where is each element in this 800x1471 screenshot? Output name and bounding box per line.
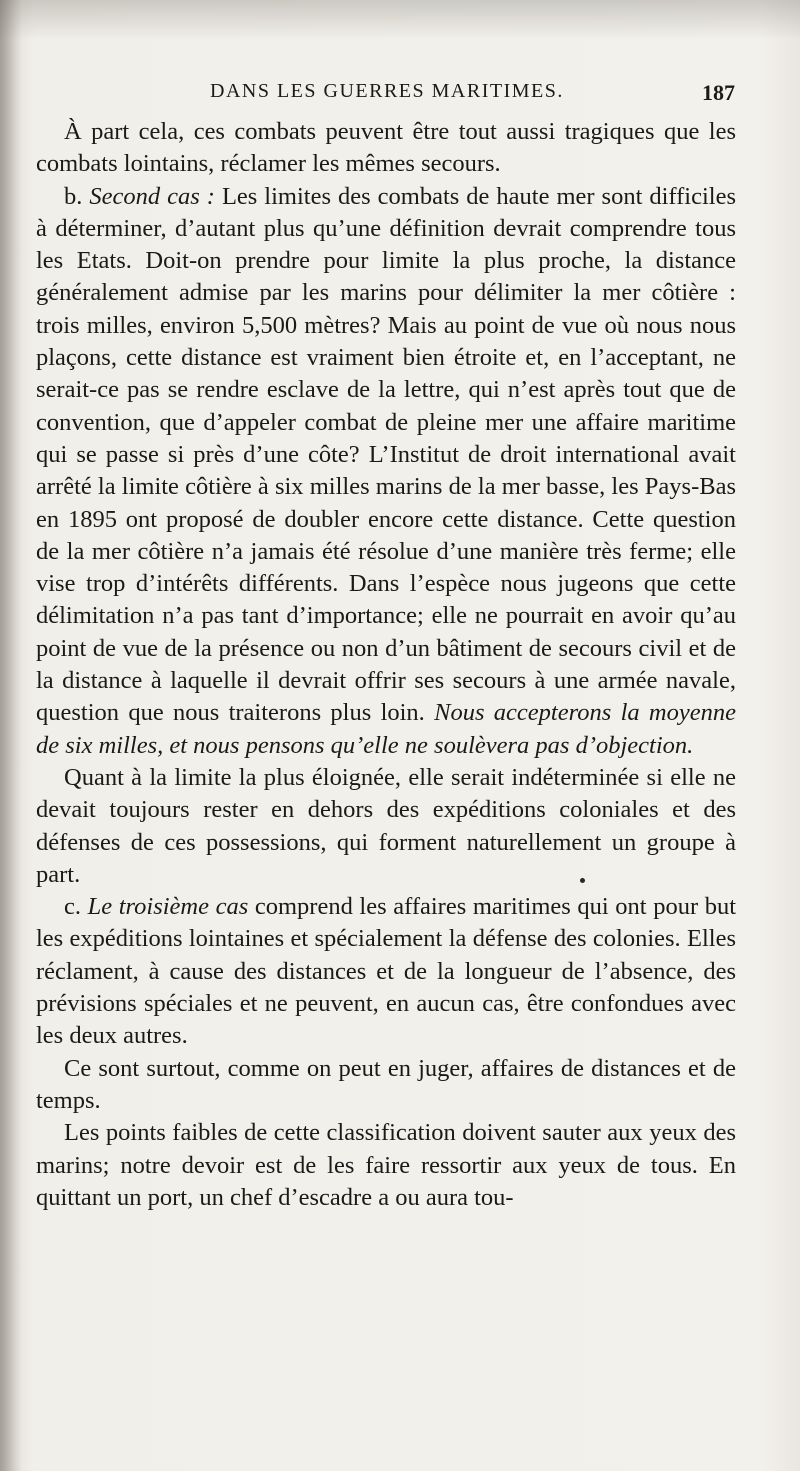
top-edge-shadow xyxy=(0,0,800,40)
list-marker: c. xyxy=(64,893,81,921)
gutter-shadow xyxy=(0,0,22,1471)
italic-lead: Second cas : xyxy=(89,182,215,210)
paragraph-text: Ce sont surtout, comme on peut en juger, affaires de distances et de temps. xyxy=(36,1054,736,1114)
running-title: DANS LES GUERRES MARITIMES. xyxy=(210,80,564,102)
body-text xyxy=(36,116,736,1214)
paragraph-1 xyxy=(36,116,736,181)
list-marker: b. xyxy=(64,182,83,210)
italic-lead: Le troisième cas xyxy=(87,893,249,921)
paragraph-4 xyxy=(36,891,736,1052)
paragraph-5 xyxy=(36,1053,736,1118)
paragraph-text: comprend les affaires maritimes qui ont pour but les expéditions lointaines et spécialement la défense des colonies. Elles réclament, à cause des distances et de la longueur de l’absence, des prévisions spéciales et ne peuvent, en aucun cas, être confondues avec les deux autres. xyxy=(36,893,737,1050)
paragraph-text: Les limites des combats de haute mer sont difficiles à déterminer, d’autant plus qu’une définition devrait comprendre tous les Etats. Doit-on prendre pour limite la plus proche, la distance généralement admise par les marins pour délimiter la mer côtière : trois milles, environ 5,500 mètres? Mais au point de vue où nous nous plaçons, cette distance est vraiment bien étroite et, en l’acceptant, ne serait-ce pas se rendre esclave de la lettre, qui n’est après tout que de convention, que d’appeler combat de pleine mer une affaire maritime qui se passe si près d’une côte? L’Institut de droit international avait arrêté la limite côtière à six milles marins de la mer basse, les Pays-Bas en 1895 ont proposé de doubler encore cette distance. Cette question de la mer côtière n’a jamais été résolue d’une manière très ferme; elle vise trop d’intérêts différents. Dans l’espèce nous jugeons que cette délimitation n’a pas tant d’importance; elle ne pourrait en avoir qu’au point de vue de la présence ou non d’un bâtiment de secours civil et de la distance à laquelle il devrait offrir ses secours à une armée navale, question que nous traiterons plus loin. xyxy=(36,182,737,727)
page-number: 187 xyxy=(702,80,735,105)
paragraph-2 xyxy=(36,181,736,762)
paragraph-3 xyxy=(36,762,736,891)
paragraph-6 xyxy=(36,1117,736,1214)
paragraph-text: Les points faibles de cette classification doivent sauter aux yeux des marins; notre devoir est de les faire ressortir aux yeux de tous. En quittant un port, un chef d’escadre a ou aura tou- xyxy=(36,1119,736,1211)
running-head xyxy=(40,80,735,112)
paragraph-text: Quant à la limite la plus éloignée, elle serait indéterminée si elle ne devait toujours rester en dehors des expéditions coloniales et des défenses de ces possessions, qui forment naturellement un groupe à part. xyxy=(36,763,736,888)
italic-tail: Nous accepterons la moyenne de six milles, et nous pensons qu’elle ne soulèvera pas d’objection. xyxy=(36,699,736,759)
paragraph-text: À part cela, ces combats peuvent être tout aussi tragiques que les combats lointains, réclamer les mêmes secours. xyxy=(36,118,736,178)
ink-speck xyxy=(580,878,585,883)
